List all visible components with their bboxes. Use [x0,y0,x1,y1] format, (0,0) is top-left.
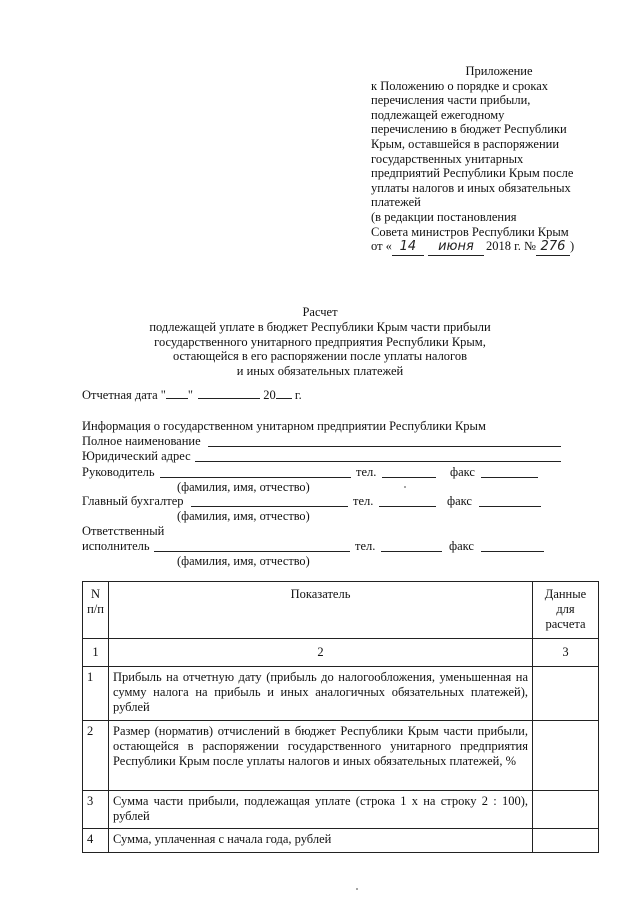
column-number-row [83,639,599,667]
appendix-line: перечисления части прибыли, [371,93,531,108]
head-fio-hint: (фамилия, имя, отчество) [177,480,310,494]
chief-accountant-fax-label: факс [447,494,472,508]
appendix-line: подлежащей ежегодному [371,107,505,122]
date-prefix: от « [371,239,392,254]
chief-accountant-phone-field[interactable] [379,506,436,507]
date-year: 2018 г. № [485,239,536,254]
responsible-fax-field[interactable] [481,551,544,552]
row-indicator: Сумма, уплаченная с начала года, рублей [109,829,533,853]
row-value-cell[interactable] [533,829,599,853]
responsible-phone-field[interactable] [381,551,442,552]
report-date-year-field[interactable] [276,398,292,399]
header-indicator: Показатель [109,582,533,639]
report-date-month-field[interactable] [198,398,260,399]
report-date-year-prefix: 20 [263,388,276,402]
appendix-line: государственных унитарных [371,151,524,166]
responsible-fio-hint: (фамилия, имя, отчество) [177,554,310,568]
handwritten-day: 14 [392,240,424,256]
appendix-line: уплаты налогов и иных обязательных [371,180,571,195]
responsible-name-field[interactable] [154,551,350,552]
col-number: 3 [533,639,599,667]
col-number: 1 [83,639,109,667]
title-line: и иных обязательных платежей [236,364,404,379]
row-value-cell[interactable] [533,667,599,721]
responsible-label-line2: исполнитель [82,539,150,553]
appendix-line: Крым, оставшейся в распоряжении [371,136,560,151]
table-row [83,829,599,853]
head-fax-field[interactable] [481,477,538,478]
chief-accountant-fio-hint: (фамилия, имя, отчество) [177,509,310,523]
row-num: 4 [83,829,109,853]
appendix-line: предприятий Республики Крым после [371,166,574,181]
appendix-line: перечислению в бюджет Республики [371,122,567,137]
row-indicator: Прибыль на отчетную дату (прибыль до налогообложения, уменьшенная на сумму налога на прибыль и иных аналогичных обязательных платежей), рублей [109,667,533,721]
legal-address-label: Юридический адрес [82,449,191,463]
info-heading: Информация о государственном унитарном предприятии Республики Крым [82,419,486,433]
full-name-field[interactable] [208,446,561,447]
handwritten-month: июня [428,240,484,256]
title-line: остающейся в его распоряжении после уплаты налогов [172,349,468,364]
chief-accountant-name-field[interactable] [191,506,348,507]
full-name-label: Полное наименование [82,434,201,448]
row-num: 1 [83,667,109,721]
row-indicator: Размер (норматив) отчислений в бюджет Республики Крым части прибыли, остающейся в распоряжении государственного унитарного предприятия Республики Крым после уплаты налогов и иных обязательных платежей, % [109,721,533,791]
chief-accountant-phone-label: тел. [353,494,374,508]
col-number: 2 [109,639,533,667]
chief-accountant-fax-field[interactable] [479,506,541,507]
resolution-date-line [371,239,621,256]
quote-close: " [187,388,193,402]
appendix-line: к Положению о порядке и сроках [371,78,549,93]
legal-address-field[interactable] [195,461,561,462]
responsible-fax-label: факс [449,539,474,553]
header-num: N п/п [83,582,109,639]
head-phone-label: тел. [356,465,377,479]
chief-accountant-label: Главный бухгалтер [82,494,184,508]
calculation-table [82,581,599,853]
responsible-phone-label: тел. [355,539,376,553]
report-date-line [82,388,302,403]
document-title [120,305,520,379]
report-date-day-field[interactable] [166,398,188,399]
head-phone-field[interactable] [382,477,436,478]
scan-speck [404,486,406,488]
row-indicator: Сумма части прибыли, подлежащая уплате (строка 1 x на строку 2 : 100), рублей [109,791,533,829]
table-row [83,721,599,791]
head-label: Руководитель [82,465,155,479]
appendix-line: платежей [371,195,421,210]
table-row [83,667,599,721]
date-suffix: ) [569,239,575,254]
row-num: 3 [83,791,109,829]
appendix-block [371,64,621,256]
head-name-field[interactable] [160,477,351,478]
table-row [83,791,599,829]
row-num: 2 [83,721,109,791]
table-header-row [83,582,599,639]
title-line: государственного унитарного предприятия Республики Крым, [154,334,486,349]
appendix-line: (в редакции постановления [371,209,517,224]
appendix-line: Совета министров Республики Крым [371,224,569,239]
header-data: Данные для расчета [533,582,599,639]
title-heading: Расчет [302,305,338,319]
head-fax-label: факс [450,465,475,479]
appendix-heading: Приложение [465,64,533,78]
report-date-label: Отчетная дата " [82,388,166,402]
title-line: подлежащей уплате в бюджет Республики Крым части прибыли [149,319,491,334]
report-date-year-suffix: г. [294,388,302,402]
row-value-cell[interactable] [533,721,599,791]
row-value-cell[interactable] [533,791,599,829]
handwritten-number: 276 [536,240,570,256]
scan-speck [356,888,358,890]
responsible-label-line1: Ответственный [82,524,165,538]
